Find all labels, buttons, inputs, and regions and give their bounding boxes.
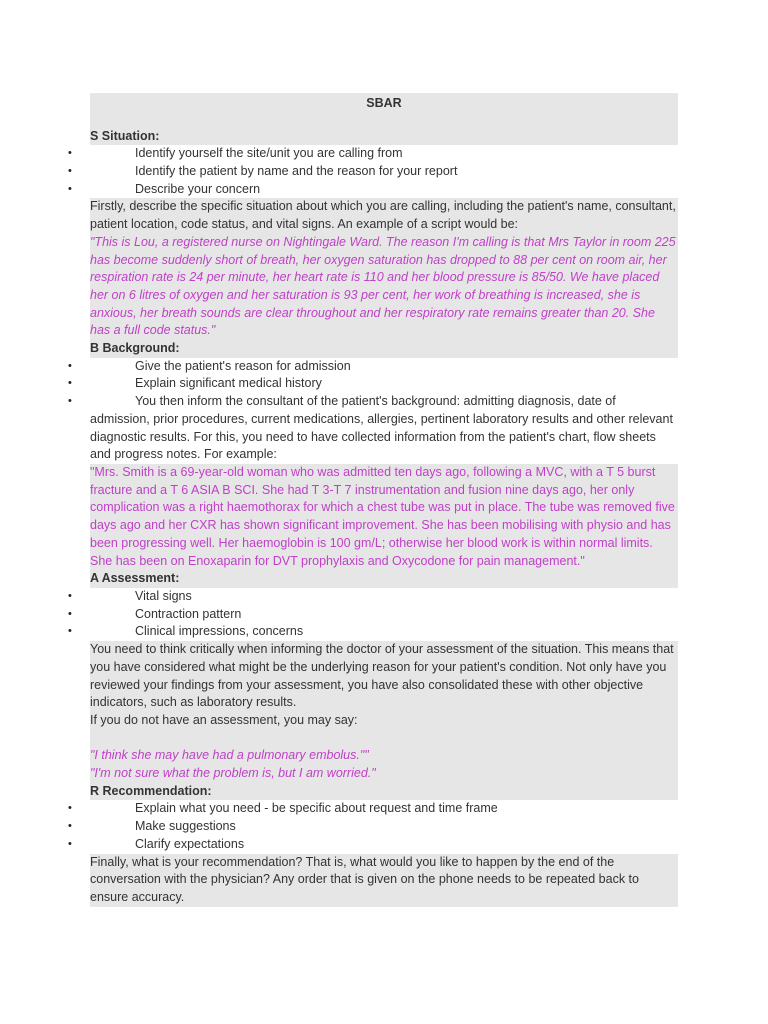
document-page [68,93,678,907]
bullet-icon: • [68,395,72,408]
list-item: • Identify the patient by name and the reason for your report [90,163,678,181]
background-block [90,464,678,588]
recommendation-bullets [68,800,678,853]
bullet-icon: • [68,802,72,815]
assessment-quote-1: "I think she may have had a pulmonary embolus."" [90,748,369,763]
bullet-icon: • [68,625,72,638]
situation-paragraph: Firstly, describe the specific situation about which you are calling, including the patient's name, consultant, patient location, code status, and vital signs. An example of a script would be: [90,199,676,232]
background-quote: "Mrs. Smith is a 69-year-old woman who was admitted ten days ago, following a MVC, with a T 5 burst fracture and a T 6 ASIA B SCI. She had T 3-T 7 instrumentation and fusion nine days ago, her only complication was a right haemothorax for which a chest tube was put in place. The tube was removed five days ago and her CXR has shown significant improvement. She has been mobilising with physio and has been progressing well. Her haemoglobin is 100 gm/L; otherwise her blood work is within normal limits. She has been on Enoxaparin for DVT prophylaxis and Oxycodone for pain management." [90,465,675,568]
list-item: • Make suggestions [90,818,678,836]
bullet-icon: • [68,837,72,850]
bullet-icon: • [68,182,72,195]
background-bullets [68,358,678,411]
assessment-paragraph: You need to think critically when informing the doctor of your assessment of the situation. This means that you have considered what might be the underlying reason for your patient's condition. Not only have you reviewed your findings from your assessment, you have also consolidated these with other objective indicators, such as laboratory results. [90,642,674,710]
bullet-icon: • [68,589,72,602]
list-item: • Explain what you need - be specific about request and time frame [90,800,678,818]
assessment-block [90,641,678,800]
bullet-icon: • [68,164,72,177]
bullet-icon: • [68,607,72,620]
list-item: • Explain significant medical history [90,375,678,393]
list-item: • Give the patient's reason for admission [90,358,678,376]
list-item: • Vital signs [90,588,678,606]
assessment-paragraph-2: If you do not have an assessment, you may say: [90,712,358,727]
situation-block [90,198,678,357]
list-item: • Describe your concern [90,181,678,199]
background-paragraph: admission, prior procedures, current medications, allergies, pertinent laboratory results and other relevant diagnostic results. For this, you need to have collected information from the patient's chart, flow sheets and progress notes. For example: [90,411,673,462]
recommendation-heading: R Recommendation: [90,783,212,798]
list-item: • Identify yourself the site/unit you are calling from [90,145,678,163]
recommendation-block [90,854,678,907]
situation-quote: "This is Lou, a registered nurse on Nightingale Ward. The reason I'm calling is that Mrs Taylor in room 225 has become suddenly short of breath, her oxygen saturation has dropped to 88 per cent on room air, her respiration rate is 24 per minute, her heart rate is 110 and her blood pressure is 85/50. We have placed her on 6 litres of oxygen and her saturation is 93 per cent, her work of breathing is increased, she is anxious, her breath sounds are clear throughout and her respiratory rate remains greater than 20. She has a full code status." [90,234,676,338]
list-item: • Clarify expectations [90,836,678,854]
bullet-icon: • [68,820,72,833]
recommendation-paragraph: Finally, what is your recommendation? That is, what would you like to happen by the end of the conversation with the physician? Any order that is given on the phone needs to be repeated back to ensure accuracy. [90,854,639,905]
situation-heading: S Situation: [90,129,160,143]
list-item: • Contraction pattern [90,606,678,624]
situation-bullets [68,145,678,198]
document-title: SBAR [90,93,678,145]
assessment-bullets [68,588,678,641]
assessment-quote-2: "I'm not sure what the problem is, but I am worried." [90,766,376,781]
assessment-heading: A Assessment: [90,571,180,586]
list-item: • Clinical impressions, concerns [90,623,678,641]
bullet-icon: • [68,377,72,390]
bullet-icon: • [68,359,72,372]
list-item: • You then inform the consultant of the patient's background: admitting diagnosis, date of [90,393,678,411]
background-heading: B Background: [90,341,180,356]
bullet-icon: • [68,147,72,159]
